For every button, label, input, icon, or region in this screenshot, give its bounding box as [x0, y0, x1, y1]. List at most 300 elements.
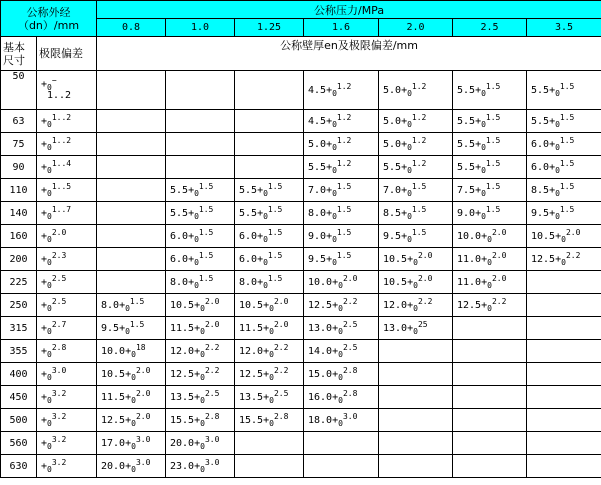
- tolerance-upper: 2.5: [51, 296, 67, 306]
- wall-tolerance-upper: 2.0: [417, 250, 433, 260]
- base-size-cell: 315: [1, 317, 37, 340]
- wall-tolerance-lower: 0: [407, 119, 412, 129]
- wall-tolerance-upper: 1.5: [485, 112, 501, 122]
- wall-thickness-cell: $17.0+_0^{3.0}$: [97, 432, 166, 455]
- wall-tolerance-lower: 0: [561, 234, 566, 244]
- tolerance-upper: 1..2: [51, 135, 72, 145]
- wall-thickness-value: 10.5: [383, 276, 408, 288]
- wall-tolerance-upper: 1.5: [129, 296, 145, 306]
- wall-tolerance-upper: 1.5: [559, 204, 575, 214]
- tolerance-cell: $+_0^{2.5}$: [37, 294, 97, 317]
- tolerance-upper: −: [51, 76, 57, 85]
- wall-thickness-cell: $5.5+_0^{1.5}$: [453, 71, 527, 110]
- wall-thickness-value: 5.5: [457, 115, 476, 127]
- wall-tolerance-lower: 0: [269, 372, 274, 382]
- wall-tolerance-upper: 1.2: [411, 81, 427, 91]
- wall-thickness-value: 5.5: [531, 115, 550, 127]
- wall-tolerance-upper: 2.2: [204, 342, 220, 352]
- pressure-col-header: 1.6: [304, 19, 379, 37]
- wall-thickness-cell: $5.0+_0^{1.2}$: [379, 110, 453, 133]
- wall-thickness-cell: $8.0+_0^{1.5}$: [235, 271, 304, 294]
- wall-thickness-cell: $6.0+_0^{1.5}$: [235, 248, 304, 271]
- wall-thickness-value: 5.5: [457, 161, 476, 173]
- wall-thickness-value: 5.5: [239, 184, 258, 196]
- wall-tolerance-lower: 0: [194, 280, 199, 290]
- base-size-cell: 110: [1, 179, 37, 202]
- wall-thickness-cell: $8.0+_0^{1.5}$: [166, 271, 235, 294]
- wall-thickness-cell: $9.5+_0^{1.5}$: [527, 202, 601, 225]
- wall-thickness-cell: $14.0+_0^{2.5}$: [304, 340, 379, 363]
- table-row: [1, 225, 601, 248]
- wall-thickness-cell: $10.5+_0^{2.0}$: [97, 363, 166, 386]
- wall-thickness-value: 10.0: [457, 230, 482, 242]
- wall-tolerance-lower: 0: [555, 188, 560, 198]
- tolerance-lower: 0: [47, 83, 52, 92]
- base-size-cell: 90: [1, 156, 37, 179]
- wall-thickness-value: 8.0: [239, 276, 258, 288]
- wall-thickness-cell: $10.0+_0^{18}$: [97, 340, 166, 363]
- wall-tolerance-lower: 0: [555, 88, 560, 98]
- wall-thickness-cell: $18.0+_0^{3.0}$: [304, 409, 379, 432]
- wall-thickness-cell: [235, 156, 304, 179]
- table-row: [1, 294, 601, 317]
- wall-tolerance-lower: 0: [338, 303, 343, 313]
- wall-tolerance-upper: 1.5: [267, 181, 283, 191]
- wall-tolerance-lower: 0: [200, 372, 205, 382]
- wall-tolerance-lower: 0: [131, 464, 136, 474]
- tolerance-cell: $+_0^{1..5}$: [37, 179, 97, 202]
- wall-tolerance-lower: 0: [131, 395, 136, 405]
- wall-thickness-cell: [453, 317, 527, 340]
- wall-thickness-value: 6.0: [531, 161, 550, 173]
- wall-tolerance-upper: 3.0: [135, 434, 151, 444]
- wall-tolerance-lower: 0: [481, 119, 486, 129]
- wall-thickness-cell: $10.5+_0^{2.0}$: [235, 294, 304, 317]
- wall-tolerance-lower: 0: [487, 280, 492, 290]
- wall-thickness-value: 6.0: [239, 253, 258, 265]
- wall-tolerance-upper: 18: [135, 342, 146, 352]
- wall-thickness-cell: $5.5+_0^{1.5}$: [453, 133, 527, 156]
- wall-tolerance-upper: 1.5: [198, 181, 214, 191]
- tolerance-cell: $+_0^-$ 1..2: [37, 71, 97, 110]
- wall-thickness-cell: [453, 363, 527, 386]
- tolerance-upper: 1..4: [51, 158, 72, 168]
- wall-tolerance-lower: 0: [413, 257, 418, 267]
- wall-thickness-cell: [97, 179, 166, 202]
- wall-thickness-cell: $9.5+_0^{1.5}$: [304, 248, 379, 271]
- wall-thickness-cell: $13.5+_0^{2.5}$: [235, 386, 304, 409]
- tolerance-upper: 2.7: [51, 319, 67, 329]
- wall-thickness-value: 12.5: [531, 253, 556, 265]
- wall-thickness-value: 5.0: [383, 115, 402, 127]
- wall-thickness-value: 10.5: [239, 299, 264, 311]
- wall-thickness-cell: $12.5+_0^{2.2}$: [304, 294, 379, 317]
- table-row: [1, 340, 601, 363]
- wall-tolerance-lower: 0: [194, 234, 199, 244]
- wall-thickness-value: 15.0: [308, 368, 333, 380]
- wall-thickness-value: 6.0: [170, 230, 189, 242]
- table-row: [1, 71, 601, 110]
- wall-tolerance-upper: 1.5: [267, 227, 283, 237]
- wall-thickness-value: 15.5: [170, 414, 195, 426]
- wall-thickness-value: 8.5: [531, 184, 550, 196]
- base-size-cell: 400: [1, 363, 37, 386]
- wall-thickness-value: 4.5: [308, 115, 327, 127]
- wall-tolerance-upper: 1.5: [485, 158, 501, 168]
- wall-thickness-cell: [235, 133, 304, 156]
- wall-thickness-value: 13.5: [170, 391, 195, 403]
- wall-tolerance-lower: 0: [131, 372, 136, 382]
- tolerance-upper: 2.3: [51, 250, 67, 260]
- wall-thickness-value: 10.0: [308, 276, 333, 288]
- wall-thickness-cell: [527, 317, 601, 340]
- wall-thickness-cell: [453, 386, 527, 409]
- wall-tolerance-lower: 0: [200, 349, 205, 359]
- tolerance-header: 极限偏差: [37, 37, 97, 71]
- wall-tolerance-upper: 2.0: [204, 319, 220, 329]
- wall-thickness-cell: [97, 271, 166, 294]
- tolerance-upper: 1..7: [51, 204, 72, 214]
- wall-thickness-value: 11.5: [101, 391, 126, 403]
- base-size-cell: 160: [1, 225, 37, 248]
- wall-thickness-value: 7.5: [457, 184, 476, 196]
- tolerance-upper: 3.2: [51, 411, 67, 421]
- wall-thickness-cell: [527, 340, 601, 363]
- wall-thickness-value: 8.5: [383, 207, 402, 219]
- tolerance-lower: 0: [47, 372, 52, 382]
- wall-tolerance-upper: 1.5: [411, 181, 427, 191]
- wall-tolerance-upper: 25: [417, 319, 428, 329]
- wall-tolerance-upper: 2.0: [417, 273, 433, 283]
- wall-tolerance-upper: 1.5: [129, 319, 145, 329]
- tolerance-lower: 0: [47, 188, 52, 198]
- wall-thickness-cell: [97, 202, 166, 225]
- wall-tolerance-upper: 1.5: [559, 181, 575, 191]
- wall-thickness-cell: $5.5+_0^{1.5}$: [166, 179, 235, 202]
- tolerance-lower: 0: [47, 165, 52, 175]
- wall-thickness-value: 10.0: [101, 345, 126, 357]
- wall-thickness-cell: $5.5+_0^{1.5}$: [453, 156, 527, 179]
- wall-thickness-cell: [97, 110, 166, 133]
- wall-tolerance-upper: 1.5: [485, 135, 501, 145]
- wall-tolerance-upper: 1.5: [411, 204, 427, 214]
- wall-tolerance-lower: 0: [407, 234, 412, 244]
- wall-tolerance-lower: 0: [263, 234, 268, 244]
- wall-tolerance-upper: 3.0: [135, 457, 151, 467]
- table-row: [1, 271, 601, 294]
- wall-tolerance-upper: 1.5: [198, 204, 214, 214]
- wall-tolerance-upper: 1.5: [198, 273, 214, 283]
- wall-tolerance-lower: 0: [332, 234, 337, 244]
- wall-tolerance-lower: 0: [487, 257, 492, 267]
- wall-thickness-cell: $11.5+_0^{2.0}$: [166, 317, 235, 340]
- wall-thickness-cell: $9.5+_0^{1.5}$: [379, 225, 453, 248]
- tolerance-cell: $+_0^{3.2}$: [37, 386, 97, 409]
- wall-tolerance-lower: 0: [407, 211, 412, 221]
- table-row: [1, 363, 601, 386]
- wall-thickness-value: 12.5: [101, 414, 126, 426]
- wall-thickness-value: 6.0: [170, 253, 189, 265]
- wall-thickness-cell: [379, 409, 453, 432]
- wall-thickness-value: 5.0: [308, 138, 327, 150]
- wall-thickness-value: 9.5: [308, 253, 327, 265]
- tolerance-cell: $+_0^{1..4}$: [37, 156, 97, 179]
- tolerance-cell: $+_0^{3.2}$: [37, 432, 97, 455]
- wall-tolerance-lower: 0: [338, 395, 343, 405]
- wall-thickness-cell: $7.0+_0^{1.5}$: [379, 179, 453, 202]
- wall-tolerance-upper: 2.0: [491, 250, 507, 260]
- wall-tolerance-lower: 0: [332, 142, 337, 152]
- wall-thickness-cell: $9.0+_0^{1.5}$: [453, 202, 527, 225]
- tolerance-extra: 1..2: [47, 90, 72, 101]
- wall-tolerance-upper: 1.5: [411, 227, 427, 237]
- wall-thickness-value: 5.5: [383, 161, 402, 173]
- wall-thickness-cell: [379, 455, 453, 478]
- base-size-cell: 200: [1, 248, 37, 271]
- wall-tolerance-upper: 2.0: [565, 227, 581, 237]
- base-size-cell: 630: [1, 455, 37, 478]
- wall-thickness-cell: $15.5+_0^{2.8}$: [166, 409, 235, 432]
- wall-tolerance-upper: 1.5: [336, 204, 352, 214]
- wall-tolerance-lower: 0: [263, 188, 268, 198]
- pressure-col-header: 2.5: [453, 19, 527, 37]
- wall-thickness-value: 12.5: [308, 299, 333, 311]
- wall-tolerance-upper: 2.5: [273, 388, 289, 398]
- wall-thickness-value: 12.5: [170, 368, 195, 380]
- wall-tolerance-upper: 2.2: [273, 365, 289, 375]
- wall-tolerance-lower: 0: [125, 326, 130, 336]
- wall-tolerance-upper: 1.2: [411, 135, 427, 145]
- wall-thickness-cell: [235, 432, 304, 455]
- wall-thickness-cell: [527, 271, 601, 294]
- wall-thickness-cell: $12.5+_0^{2.0}$: [97, 409, 166, 432]
- wall-tolerance-lower: 0: [555, 119, 560, 129]
- tolerance-upper: 1..2: [51, 112, 72, 122]
- wall-tolerance-lower: 0: [200, 326, 205, 336]
- wall-tolerance-upper: 2.2: [342, 296, 358, 306]
- wall-tolerance-lower: 0: [263, 211, 268, 221]
- wall-thickness-cell: $5.0+_0^{1.2}$: [379, 133, 453, 156]
- wall-tolerance-upper: 2.2: [565, 250, 581, 260]
- wall-thickness-value: 5.5: [239, 207, 258, 219]
- table-row: [1, 455, 601, 478]
- wall-tolerance-lower: 0: [194, 211, 199, 221]
- wall-tolerance-lower: 0: [332, 257, 337, 267]
- wall-thickness-cell: $11.0+_0^{2.0}$: [453, 248, 527, 271]
- wall-thickness-value: 8.0: [308, 207, 327, 219]
- wall-tolerance-lower: 0: [125, 303, 130, 313]
- tolerance-cell: $+_0^{1..2}$: [37, 110, 97, 133]
- wall-tolerance-lower: 0: [269, 395, 274, 405]
- wall-tolerance-lower: 0: [263, 257, 268, 267]
- wall-thickness-cell: [527, 363, 601, 386]
- table-body: [1, 71, 601, 478]
- wall-thickness-cell: [235, 455, 304, 478]
- wall-tolerance-lower: 0: [555, 142, 560, 152]
- wall-thickness-value: 13.0: [308, 322, 333, 334]
- table-row: [1, 409, 601, 432]
- wall-tolerance-lower: 0: [332, 211, 337, 221]
- wall-thickness-cell: $11.5+_0^{2.0}$: [97, 386, 166, 409]
- wall-tolerance-lower: 0: [481, 188, 486, 198]
- wall-thickness-value: 8.0: [170, 276, 189, 288]
- wall-tolerance-upper: 1.2: [336, 135, 352, 145]
- wall-tolerance-lower: 0: [481, 165, 486, 175]
- wall-thickness-cell: $11.5+_0^{2.0}$: [235, 317, 304, 340]
- base-size-cell: 75: [1, 133, 37, 156]
- wall-thickness-cell: $10.0+_0^{2.0}$: [453, 225, 527, 248]
- wall-tolerance-lower: 0: [338, 280, 343, 290]
- tolerance-upper: 3.2: [51, 434, 67, 444]
- tolerance-cell: $+_0^{3.2}$: [37, 455, 97, 478]
- wall-thickness-cell: $4.5+_0^{1.2}$: [304, 71, 379, 110]
- wall-thickness-cell: [166, 156, 235, 179]
- tolerance-cell: $+_0^{2.3}$: [37, 248, 97, 271]
- wall-tolerance-lower: 0: [200, 395, 205, 405]
- wall-thickness-value: 14.0: [308, 345, 333, 357]
- wall-tolerance-upper: 2.0: [135, 365, 151, 375]
- wall-thickness-cell: $6.0+_0^{1.5}$: [166, 225, 235, 248]
- wall-thickness-cell: $5.5+_0^{1.5}$: [527, 71, 601, 110]
- wall-thickness-cell: [235, 110, 304, 133]
- wall-tolerance-upper: 2.5: [204, 388, 220, 398]
- wall-thickness-cell: [453, 432, 527, 455]
- table-row: [1, 156, 601, 179]
- wall-thickness-value: 9.5: [531, 207, 550, 219]
- wall-tolerance-upper: 3.0: [204, 434, 220, 444]
- wall-tolerance-lower: 0: [413, 326, 418, 336]
- wall-tolerance-upper: 2.0: [273, 296, 289, 306]
- wall-tolerance-upper: 2.0: [342, 273, 358, 283]
- table-row: [1, 248, 601, 271]
- wall-tolerance-upper: 1.5: [485, 81, 501, 91]
- base-size-cell: 140: [1, 202, 37, 225]
- base-size-header: 基本尺寸: [1, 37, 37, 71]
- tolerance-lower: 0: [47, 142, 52, 152]
- dn-header: 公称外经（dn）/mm: [1, 1, 97, 37]
- wall-thickness-cell: $13.0+_0^{25}$: [379, 317, 453, 340]
- wall-thickness-value: 23.0: [170, 460, 195, 472]
- wall-tolerance-upper: 2.0: [135, 388, 151, 398]
- wall-tolerance-upper: 1.5: [336, 250, 352, 260]
- wall-tolerance-lower: 0: [481, 211, 486, 221]
- wall-thickness-value: 20.0: [101, 460, 126, 472]
- wall-thickness-value: 4.5: [308, 84, 327, 96]
- tolerance-cell: $+_0^{2.0}$: [37, 225, 97, 248]
- wall-thickness-value: 9.0: [308, 230, 327, 242]
- wall-tolerance-upper: 2.0: [204, 296, 220, 306]
- base-size-cell: 225: [1, 271, 37, 294]
- base-size-cell: 63: [1, 110, 37, 133]
- wall-thickness-value: 12.0: [170, 345, 195, 357]
- wall-tolerance-lower: 0: [269, 303, 274, 313]
- wall-tolerance-lower: 0: [561, 257, 566, 267]
- tolerance-cell: $+_0^{3.0}$: [37, 363, 97, 386]
- wall-thickness-value: 7.0: [308, 184, 327, 196]
- wall-thickness-cell: $12.0+_0^{2.2}$: [379, 294, 453, 317]
- wall-thickness-cell: [527, 409, 601, 432]
- wall-tolerance-upper: 2.2: [204, 365, 220, 375]
- pressure-col-header: 2.0: [379, 19, 453, 37]
- wall-tolerance-upper: 1.2: [411, 112, 427, 122]
- wall-tolerance-lower: 0: [338, 349, 343, 359]
- tolerance-cell: $+_0^{1..2}$: [37, 133, 97, 156]
- tolerance-lower: 0: [47, 280, 52, 290]
- pressure-header: 公称压力/MPa: [97, 1, 601, 19]
- wall-thickness-cell: [379, 340, 453, 363]
- wall-thickness-cell: $12.0+_0^{2.2}$: [235, 340, 304, 363]
- wall-thickness-value: 12.0: [383, 299, 408, 311]
- tolerance-cell: $+_0^{2.5}$: [37, 271, 97, 294]
- wall-tolerance-lower: 0: [481, 142, 486, 152]
- wall-tolerance-lower: 0: [263, 280, 268, 290]
- wall-thickness-cell: $12.5+_0^{2.2}$: [235, 363, 304, 386]
- wall-thickness-cell: $6.0+_0^{1.5}$: [527, 133, 601, 156]
- pressure-col-header: 3.5: [527, 19, 601, 37]
- wall-thickness-cell: $15.0+_0^{2.8}$: [304, 363, 379, 386]
- base-size-cell: 500: [1, 409, 37, 432]
- wall-thickness-cell: [453, 340, 527, 363]
- wall-thickness-value: 13.5: [239, 391, 264, 403]
- wall-thickness-cell: $16.0+_0^{2.8}$: [304, 386, 379, 409]
- wall-thickness-cell: $9.0+_0^{1.5}$: [304, 225, 379, 248]
- base-size-cell: 355: [1, 340, 37, 363]
- wall-thickness-cell: $10.5+_0^{2.0}$: [527, 225, 601, 248]
- wall-thickness-value: 6.0: [239, 230, 258, 242]
- tolerance-upper: 2.0: [51, 227, 67, 237]
- wall-thickness-value: 5.5: [457, 138, 476, 150]
- wall-tolerance-lower: 0: [200, 441, 205, 451]
- wall-thickness-cell: $8.0+_0^{1.5}$: [97, 294, 166, 317]
- wall-thickness-cell: $12.5+_0^{2.2}$: [527, 248, 601, 271]
- wall-tolerance-lower: 0: [194, 257, 199, 267]
- wall-thickness-value: 12.5: [239, 368, 264, 380]
- wall-tolerance-lower: 0: [555, 211, 560, 221]
- wall-thickness-value: 15.5: [239, 414, 264, 426]
- wall-tolerance-lower: 0: [487, 303, 492, 313]
- wall-thickness-cell: [304, 455, 379, 478]
- wall-tolerance-upper: 2.2: [417, 296, 433, 306]
- wall-tolerance-lower: 0: [131, 441, 136, 451]
- wall-thickness-cell: $9.5+_0^{1.5}$: [97, 317, 166, 340]
- wall-thickness-cell: $23.0+_0^{3.0}$: [166, 455, 235, 478]
- wall-tolerance-upper: 1.5: [336, 181, 352, 191]
- wall-thickness-value: 7.0: [383, 184, 402, 196]
- wall-tolerance-lower: 0: [407, 142, 412, 152]
- wall-thickness-cell: [97, 156, 166, 179]
- wall-thickness-cell: $5.5+_0^{1.5}$: [453, 110, 527, 133]
- wall-thickness-value: 10.5: [383, 253, 408, 265]
- wall-tolerance-upper: 2.0: [491, 273, 507, 283]
- wall-thickness-cell: [166, 133, 235, 156]
- tolerance-lower: 0: [47, 464, 52, 474]
- wall-tolerance-lower: 0: [194, 188, 199, 198]
- wall-thickness-cell: [453, 409, 527, 432]
- wall-tolerance-lower: 0: [332, 88, 337, 98]
- wall-tolerance-upper: 1.5: [267, 273, 283, 283]
- pressure-col-header: 0.8: [97, 19, 166, 37]
- wall-thickness-cell: $5.5+_0^{1.5}$: [235, 202, 304, 225]
- wall-tolerance-upper: 2.0: [273, 319, 289, 329]
- wall-thickness-value: 9.5: [383, 230, 402, 242]
- tolerance-lower: 0: [47, 441, 52, 451]
- wall-thickness-cell: $13.0+_0^{2.5}$: [304, 317, 379, 340]
- wall-tolerance-upper: 1.5: [198, 227, 214, 237]
- tolerance-upper: 3.2: [51, 388, 67, 398]
- wall-thickness-value: 9.0: [457, 207, 476, 219]
- wall-tolerance-upper: 2.0: [135, 411, 151, 421]
- tolerance-cell: $+_0^{1..7}$: [37, 202, 97, 225]
